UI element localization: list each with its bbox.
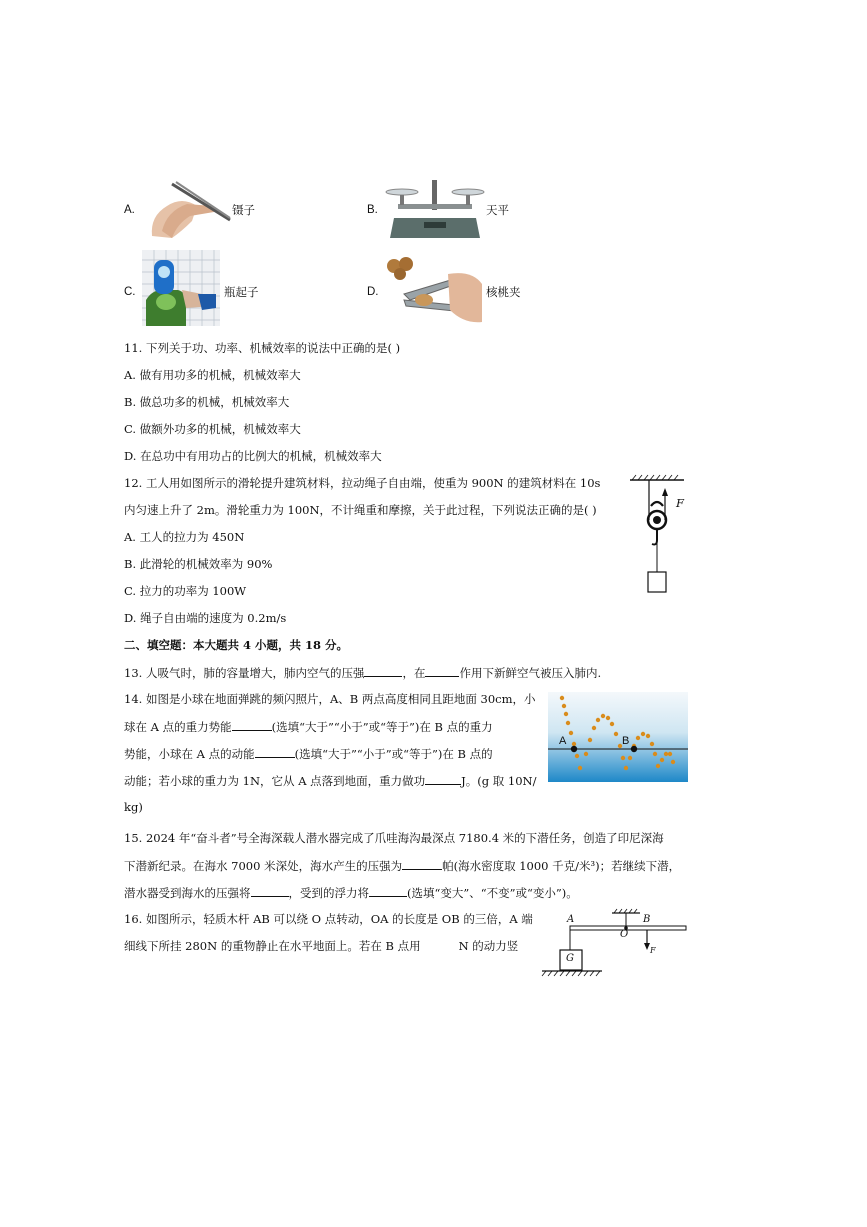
question-stem: 11. 下列关于功、功率、机械效率的说法中正确的是( ): [124, 341, 401, 355]
point-b-label: B: [622, 735, 630, 747]
bouncing-ball-photo: [548, 692, 688, 782]
q14-line3: [124, 746, 493, 761]
question-13: [124, 665, 601, 680]
option-letter: C.: [124, 286, 136, 298]
option-a: A. 做有用功多的机械，机械效率大: [124, 368, 301, 382]
option-c: C. 拉力的功率为 100W: [124, 584, 247, 598]
option-letter: B.: [367, 204, 378, 216]
tweezers-image: [142, 176, 232, 240]
option-letter: D.: [367, 286, 379, 298]
pivot-o-label: O: [620, 929, 629, 940]
q15-text: (选填“变大”、“不变”或“变小”)。: [407, 886, 578, 900]
option-letter: A.: [124, 204, 135, 216]
q15-line2: [124, 858, 680, 873]
q15-line1: 15. 2024 年“奋斗者”号全海深载人潜水器完成了爪哇海沟最深点 7180.4 米的下潜任务，创造了印尼深海: [124, 831, 664, 845]
force-label: F: [676, 496, 684, 510]
option-d: D. 绳子自由端的速度为 0.2m/s: [124, 611, 287, 625]
answer-blank[interactable]: [425, 773, 461, 785]
q14-text: 球在 A 点的重力势能: [124, 720, 232, 734]
q15-text: 帕(海水密度取 1000 千克/米³)；若继续下潜，: [442, 859, 681, 873]
answer-blank[interactable]: [251, 885, 289, 897]
option-label: 核桃夹: [486, 285, 521, 299]
option-c: C. 做额外功多的机械，机械效率大: [124, 422, 301, 436]
question-stem-line1: 12. 工人用如图所示的滑轮提升建筑材料，拉动绳子自由端，使重为 900N 的建筑材料在 10s: [124, 476, 601, 490]
q14-text: (选填“大于”“小于”或“等于”)在 B 点的: [294, 747, 493, 761]
option-label: 天平: [486, 203, 509, 217]
section-heading: 二、填空题：本大题共 4 小题，共 18 分。: [124, 638, 349, 652]
force-f-label: F: [650, 946, 656, 955]
q14-text: 势能，小球在 A 点的动能: [124, 747, 255, 761]
q15-line3: [124, 885, 578, 900]
pulley-diagram: [622, 474, 692, 598]
point-a-label: A: [559, 735, 567, 747]
q14-line1: 14. 如图是小球在地面弹跳的频闪照片，A、B 两点高度相同且距地面 30cm，小: [124, 692, 536, 706]
answer-blank[interactable]: [232, 719, 272, 731]
q15-text: 下潜新纪录。在海水 7000 米深处，海水产生的压强为: [124, 859, 403, 873]
answer-blank[interactable]: [364, 665, 402, 677]
q16-line2: [124, 939, 518, 953]
q16-text: N 的动力竖: [458, 939, 519, 953]
lever-diagram: [540, 908, 688, 980]
q14-text: (选填“大于”“小于”或“等于”)在 B 点的重力: [271, 720, 493, 734]
q16-line1: 16. 如图所示，轻质木杆 AB 可以绕 O 点转动，OA 的长度是 OB 的三倍，A 端: [124, 912, 533, 926]
q13-text-2: ，在: [402, 666, 426, 680]
q14-line4: [124, 773, 537, 788]
q16-text: 细线下所挂 280N 的重物静止在水平地面上。若在 B 点用: [124, 939, 421, 953]
q14-line2: [124, 719, 493, 734]
q14-line5: kg): [124, 800, 143, 814]
q13-text-3: 作用下新鲜空气被压入肺内.: [459, 666, 602, 680]
answer-blank[interactable]: [425, 665, 459, 677]
option-b: B. 做总功多的机械，机械效率大: [124, 395, 290, 409]
weight-g-label: G: [566, 953, 574, 964]
option-a: A. 工人的拉力为 450N: [124, 530, 245, 544]
q15-text: ，受到的浮力将: [288, 886, 369, 900]
q14-text: J。(g 取 10N/: [461, 774, 537, 788]
answer-blank[interactable]: [402, 858, 442, 870]
point-a-label: A: [567, 914, 575, 925]
option-b: B. 此滑轮的机械效率为 90%: [124, 557, 273, 571]
option-label: 瓶起子: [224, 285, 259, 299]
q13-text-1: 13. 人吸气时，肺的容量增大，肺内空气的压强: [124, 666, 365, 680]
point-b-label: B: [643, 914, 651, 925]
q15-text: 潜水器受到海水的压强将: [124, 886, 251, 900]
option-d: D. 在总功中有用功占的比例大的机械，机械效率大: [124, 449, 382, 463]
question-stem-line2: 内匀速上升了 2m。滑轮重力为 100N，不计绳重和摩擦，关于此过程，下列说法正确的是( ): [124, 503, 597, 517]
nutcracker-image: [384, 254, 484, 324]
q14-text: 动能；若小球的重力为 1N，它从 A 点落到地面，重力做功: [124, 774, 426, 788]
option-label: 镊子: [232, 203, 255, 217]
answer-blank[interactable]: [255, 746, 295, 758]
answer-blank[interactable]: [369, 885, 407, 897]
bottle-opener-image: [142, 250, 220, 326]
balance-scale-image: [384, 178, 486, 240]
